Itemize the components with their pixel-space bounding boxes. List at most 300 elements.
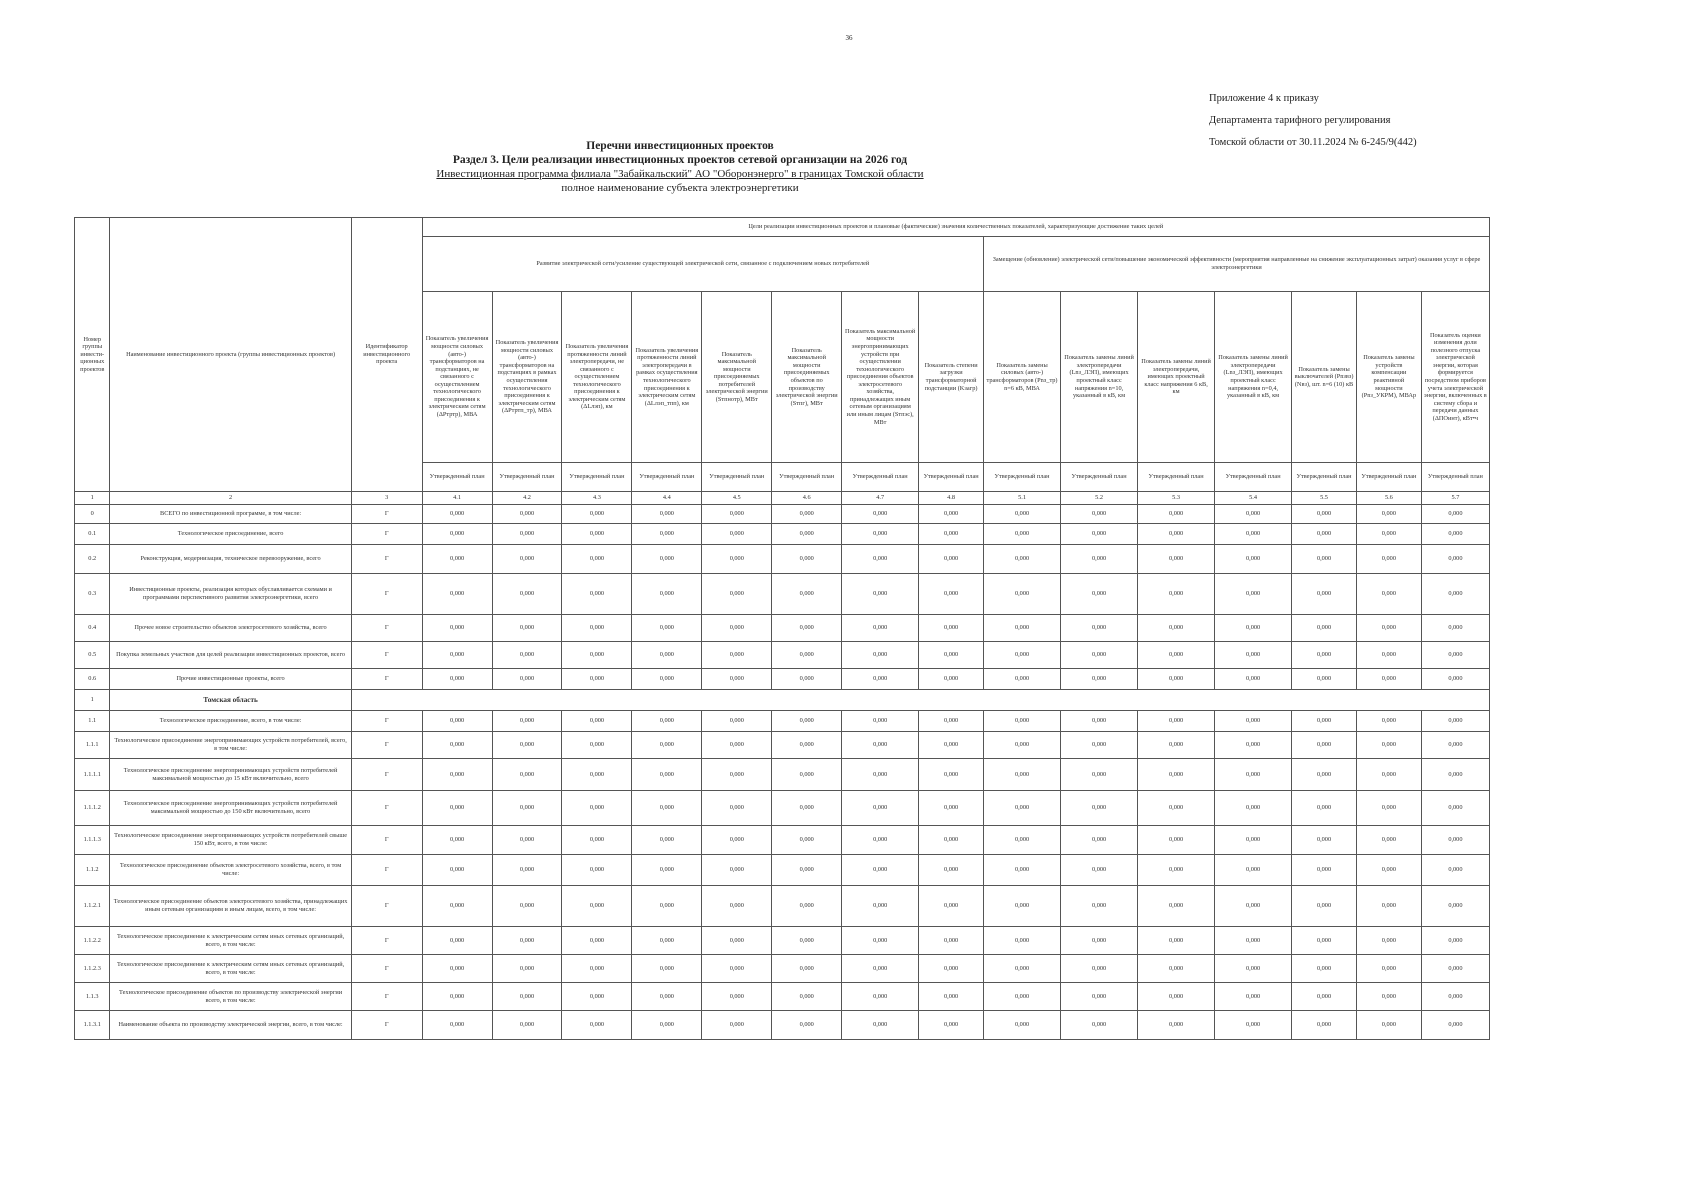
plan-label: Утвержденный план: [632, 463, 702, 492]
row-identifier: Г: [351, 955, 422, 983]
row-value: 0,000: [702, 791, 772, 826]
row-value: 0,000: [984, 927, 1061, 955]
row-name: Технологическое присоединение объектов электросетевого хозяйства, принадлежащих иным сетевым организациям и иным лицам, всего, в том числе:: [110, 886, 351, 927]
row-value: 0,000: [1421, 545, 1489, 574]
row-value: 0,000: [422, 791, 492, 826]
row-value: 0,000: [1292, 983, 1357, 1011]
row-value: 0,000: [772, 711, 842, 732]
column-header: Показатель замены силовых (авто-) трансформаторов (Pnз_тр) n=6 кВ, МВА: [984, 292, 1061, 463]
row-value: 0,000: [772, 732, 842, 759]
row-value: 0,000: [492, 711, 562, 732]
row-name: Технологическое присоединение к электрическим сетям иных сетевых организаций, всего, в том числе:: [110, 927, 351, 955]
row-value: 0,000: [919, 711, 984, 732]
row-value: 0,000: [772, 615, 842, 642]
row-value: 0,000: [702, 669, 772, 690]
row-value: 0,000: [984, 505, 1061, 524]
row-value: 0,000: [1061, 826, 1138, 855]
row-value: 0,000: [632, 983, 702, 1011]
row-value: 0,000: [632, 927, 702, 955]
column-header: Показатель замены выключателей (Pnзвз) (Nвз), шт. n=6 (10) кВ: [1292, 292, 1357, 463]
row-value: 0,000: [1292, 886, 1357, 927]
row-value: 0,000: [1215, 574, 1292, 615]
row-value: 0,000: [1061, 886, 1138, 927]
row-value: 0,000: [772, 955, 842, 983]
row-value: 0,000: [1138, 669, 1215, 690]
row-value: 0,000: [772, 1011, 842, 1040]
column-number: 4.3: [562, 492, 632, 505]
row-number: 1.1.1.2: [75, 791, 110, 826]
row-value: 0,000: [1138, 826, 1215, 855]
row-value: 0,000: [772, 983, 842, 1011]
row-value: 0,000: [562, 927, 632, 955]
row-value: 0,000: [1215, 955, 1292, 983]
row-value: 0,000: [702, 505, 772, 524]
row-value: 0,000: [1061, 505, 1138, 524]
row-value: 0,000: [422, 574, 492, 615]
row-value: 0,000: [1215, 927, 1292, 955]
row-number: 0: [75, 505, 110, 524]
row-value: 0,000: [1292, 574, 1357, 615]
row-value: 0,000: [702, 983, 772, 1011]
row-value: 0,000: [1061, 642, 1138, 669]
row-value: 0,000: [919, 826, 984, 855]
row-value: 0,000: [984, 955, 1061, 983]
row-identifier: Г: [351, 545, 422, 574]
row-name: Технологическое присоединение объектов по производству электрической энергии всего, в том числе:: [110, 983, 351, 1011]
row-value: 0,000: [422, 545, 492, 574]
row-value: 0,000: [1421, 791, 1489, 826]
column-number: 5.1: [984, 492, 1061, 505]
row-value: 0,000: [1061, 711, 1138, 732]
column-header: Показатель степени загрузки трансформаторной подстанции (Kзагр): [919, 292, 984, 463]
row-identifier: Г: [351, 927, 422, 955]
row-value: 0,000: [1138, 955, 1215, 983]
page-number: 36: [845, 34, 853, 42]
row-value: 0,000: [422, 732, 492, 759]
row-value: 0,000: [562, 574, 632, 615]
row-value: 0,000: [1292, 732, 1357, 759]
table-row: [75, 690, 1490, 711]
row-value: 0,000: [422, 524, 492, 545]
row-value: 0,000: [1421, 955, 1489, 983]
column-number: 4.8: [919, 492, 984, 505]
row-identifier: Г: [351, 983, 422, 1011]
plan-label: Утвержденный план: [1138, 463, 1215, 492]
row-value: 0,000: [1138, 855, 1215, 886]
column-number: 4.4: [632, 492, 702, 505]
column-numbers-row: [75, 492, 1490, 505]
row-value: 0,000: [1138, 759, 1215, 791]
row-value: 0,000: [1356, 574, 1421, 615]
column-header: Показатель увеличения мощности силовых (авто-) трансформаторов на подстанциях в рамках осуществления технологического присоединения к электрическим сетям (ΔPтртп_тр), МВА: [492, 292, 562, 463]
table-row: [75, 1011, 1490, 1040]
row-value: 0,000: [492, 791, 562, 826]
row-name: Технологическое присоединение, всего: [110, 524, 351, 545]
row-value: 0,000: [772, 927, 842, 955]
row-value: 0,000: [562, 759, 632, 791]
row-value: 0,000: [1421, 574, 1489, 615]
row-value: 0,000: [492, 732, 562, 759]
row-value: 0,000: [1356, 791, 1421, 826]
row-value: 0,000: [1292, 669, 1357, 690]
row-value: 0,000: [702, 886, 772, 927]
row-value: 0,000: [1138, 927, 1215, 955]
row-identifier: Г: [351, 524, 422, 545]
row-value: 0,000: [492, 669, 562, 690]
row-value: 0,000: [422, 642, 492, 669]
row-value: 0,000: [492, 524, 562, 545]
row-value: 0,000: [984, 983, 1061, 1011]
row-value: 0,000: [772, 545, 842, 574]
row-value: 0,000: [984, 642, 1061, 669]
column-number: 4.2: [492, 492, 562, 505]
row-number: 1.1.2.3: [75, 955, 110, 983]
row-value: 0,000: [1061, 855, 1138, 886]
row-value: 0,000: [562, 711, 632, 732]
row-value: 0,000: [702, 927, 772, 955]
row-name: Технологическое присоединение энергопринимающих устройств потребителей свыше 150 кВт, всего, в том числе:: [110, 826, 351, 855]
column-number: 4.5: [702, 492, 772, 505]
row-number: 1.1: [75, 711, 110, 732]
row-value: 0,000: [1061, 545, 1138, 574]
row-number: 1: [75, 690, 110, 711]
column-number: 4.6: [772, 492, 842, 505]
row-value: 0,000: [562, 615, 632, 642]
row-value: 0,000: [1215, 983, 1292, 1011]
plan-label: Утвержденный план: [984, 463, 1061, 492]
row-value: 0,000: [1421, 505, 1489, 524]
row-value: 0,000: [1292, 505, 1357, 524]
row-value: 0,000: [984, 791, 1061, 826]
row-value: 0,000: [422, 759, 492, 791]
row-value: 0,000: [1215, 759, 1292, 791]
row-value: 0,000: [842, 669, 919, 690]
row-value: 0,000: [702, 642, 772, 669]
row-number: 1.1.2: [75, 855, 110, 886]
row-value: 0,000: [919, 545, 984, 574]
row-value: 0,000: [422, 1011, 492, 1040]
table-row: [75, 791, 1490, 826]
row-value: 0,000: [702, 855, 772, 886]
row-number: 0.2: [75, 545, 110, 574]
row-value: 0,000: [632, 759, 702, 791]
row-value: 0,000: [842, 826, 919, 855]
row-value: 0,000: [1138, 732, 1215, 759]
row-value: 0,000: [492, 886, 562, 927]
row-value: 0,000: [1356, 642, 1421, 669]
row-value: 0,000: [422, 955, 492, 983]
row-value: 0,000: [1292, 1011, 1357, 1040]
row-value: 0,000: [919, 791, 984, 826]
row-value: 0,000: [632, 791, 702, 826]
row-value: 0,000: [702, 615, 772, 642]
row-value: 0,000: [1292, 927, 1357, 955]
row-value: 0,000: [1138, 642, 1215, 669]
row-identifier: Г: [351, 826, 422, 855]
row-value: 0,000: [919, 983, 984, 1011]
column-header: Показатель максимальной мощности присоединяемых объектов по производству электрической энергии (Sтпг), МВт: [772, 292, 842, 463]
program-name: Инвестиционная программа филиала "Забайкальский" АО "Оборонэнерго" в границах Томской области: [436, 168, 924, 180]
row-name: Покупка земельных участков для целей реализации инвестиционных проектов, всего: [110, 642, 351, 669]
row-value: 0,000: [1292, 791, 1357, 826]
row-value: 0,000: [702, 711, 772, 732]
row-value: 0,000: [1215, 545, 1292, 574]
column-header: Показатель замены линий электропередачи (Lnз_ЛЭП), имеющих проектный класс напряжения n=10, указанный в кВ, км: [1061, 292, 1138, 463]
row-value: 0,000: [632, 524, 702, 545]
row-value: 0,000: [1061, 574, 1138, 615]
table-row: [75, 574, 1490, 615]
plan-label: Утвержденный план: [772, 463, 842, 492]
row-value: 0,000: [984, 886, 1061, 927]
row-value: 0,000: [1421, 524, 1489, 545]
row-value: 0,000: [1356, 983, 1421, 1011]
row-value: 0,000: [1356, 524, 1421, 545]
table-row: [75, 642, 1490, 669]
row-value: 0,000: [1421, 826, 1489, 855]
row-value: 0,000: [842, 732, 919, 759]
row-value: 0,000: [984, 574, 1061, 615]
table-row: [75, 759, 1490, 791]
table-row: [75, 826, 1490, 855]
row-value: 0,000: [1292, 642, 1357, 669]
row-value: 0,000: [422, 886, 492, 927]
row-value: 0,000: [1421, 615, 1489, 642]
row-value: 0,000: [842, 955, 919, 983]
row-value: 0,000: [1061, 732, 1138, 759]
row-value: 0,000: [1061, 791, 1138, 826]
row-value: 0,000: [984, 524, 1061, 545]
row-identifier: Г: [351, 1011, 422, 1040]
row-value: 0,000: [1215, 732, 1292, 759]
row-value: 0,000: [632, 505, 702, 524]
row-value: 0,000: [842, 791, 919, 826]
row-number: 1.1.3: [75, 983, 110, 1011]
row-value: 0,000: [1421, 983, 1489, 1011]
row-value: 0,000: [562, 545, 632, 574]
row-value: 0,000: [1215, 524, 1292, 545]
row-value: 0,000: [632, 1011, 702, 1040]
row-value: 0,000: [492, 927, 562, 955]
row-value: 0,000: [1421, 732, 1489, 759]
row-value: 0,000: [1356, 927, 1421, 955]
column-number: 5.4: [1215, 492, 1292, 505]
plan-label: Утвержденный план: [562, 463, 632, 492]
row-value: 0,000: [1138, 524, 1215, 545]
row-value: 0,000: [1215, 855, 1292, 886]
row-name: Технологическое присоединение энергопринимающих устройств потребителей максимальной мощностью до 150 кВт включительно, всего: [110, 791, 351, 826]
row-value: 0,000: [422, 711, 492, 732]
row-identifier: Г: [351, 791, 422, 826]
row-number: 0.5: [75, 642, 110, 669]
row-value: 0,000: [1421, 669, 1489, 690]
plan-label: Утвержденный план: [842, 463, 919, 492]
row-value: 0,000: [919, 669, 984, 690]
row-value: 0,000: [842, 545, 919, 574]
row-value: 0,000: [562, 955, 632, 983]
row-value: 0,000: [842, 983, 919, 1011]
row-value: 0,000: [919, 574, 984, 615]
header-project-name: Наименование инвестиционного проекта (группы инвестиционных проектов): [110, 218, 351, 492]
row-value: 0,000: [1356, 759, 1421, 791]
program-name-caption: полное наименование субъекта электроэнергетики: [561, 182, 799, 194]
row-value: 0,000: [562, 505, 632, 524]
row-value: 0,000: [1138, 791, 1215, 826]
row-value: 0,000: [1356, 1011, 1421, 1040]
row-value: 0,000: [632, 732, 702, 759]
row-name: Наименование объекта по производству электрической энергии, всего, в том числе:: [110, 1011, 351, 1040]
table-row: [75, 669, 1490, 690]
row-value: 0,000: [702, 732, 772, 759]
row-value: 0,000: [1061, 524, 1138, 545]
row-identifier: Г: [351, 669, 422, 690]
row-value: 0,000: [1061, 615, 1138, 642]
row-value: 0,000: [1061, 759, 1138, 791]
column-number: 2: [110, 492, 351, 505]
row-value: 0,000: [562, 983, 632, 1011]
row-value: 0,000: [422, 983, 492, 1011]
table-row: [75, 615, 1490, 642]
row-identifier: Г: [351, 505, 422, 524]
row-value: 0,000: [422, 505, 492, 524]
column-number: 5.5: [1292, 492, 1357, 505]
row-identifier: Г: [351, 642, 422, 669]
row-name: Прочие инвестиционные проекты, всего: [110, 669, 351, 690]
table-row: [75, 732, 1490, 759]
row-value: 0,000: [1061, 669, 1138, 690]
row-value: 0,000: [772, 886, 842, 927]
column-number: 5.3: [1138, 492, 1215, 505]
row-value: 0,000: [919, 615, 984, 642]
row-value: 0,000: [702, 574, 772, 615]
row-value: 0,000: [492, 545, 562, 574]
row-value: 0,000: [1356, 886, 1421, 927]
row-value: 0,000: [562, 642, 632, 669]
row-value: 0,000: [1215, 1011, 1292, 1040]
row-value: 0,000: [919, 1011, 984, 1040]
row-value: 0,000: [1138, 545, 1215, 574]
document-titles: [380, 139, 980, 195]
row-value: 0,000: [1421, 927, 1489, 955]
row-value: 0,000: [632, 826, 702, 855]
row-value: 0,000: [562, 669, 632, 690]
row-value: 0,000: [984, 732, 1061, 759]
row-value: 0,000: [842, 927, 919, 955]
table-row: [75, 711, 1490, 732]
investment-goals-table: [74, 217, 1490, 1040]
row-value: 0,000: [1061, 983, 1138, 1011]
row-value: 0,000: [1138, 505, 1215, 524]
row-name: Реконструкция, модернизация, техническое перевооружение, всего: [110, 545, 351, 574]
row-value: 0,000: [919, 955, 984, 983]
row-value: 0,000: [492, 1011, 562, 1040]
row-name: Технологическое присоединение объектов электросетевого хозяйства, всего, в том числе:: [110, 855, 351, 886]
row-identifier: Г: [351, 574, 422, 615]
row-name: ВСЕГО по инвестиционной программе, в том числе:: [110, 505, 351, 524]
row-value: 0,000: [842, 1011, 919, 1040]
column-header: Показатель максимальной мощности энергопринимающих устройств при осуществлении технологического присоединения объектов электросетевого хозяйства, принадлежащих иным сетевым организациям или иным лицам (Sтпэс), МВт: [842, 292, 919, 463]
row-value: 0,000: [919, 759, 984, 791]
column-number: 5.6: [1356, 492, 1421, 505]
row-value: 0,000: [772, 574, 842, 615]
table-row: [75, 927, 1490, 955]
column-number: 5.2: [1061, 492, 1138, 505]
row-value: 0,000: [492, 983, 562, 1011]
plan-label: Утвержденный план: [1356, 463, 1421, 492]
row-value: 0,000: [772, 791, 842, 826]
column-number: 1: [75, 492, 110, 505]
plan-label: Утвержденный план: [919, 463, 984, 492]
row-value: 0,000: [1356, 711, 1421, 732]
row-value: 0,000: [562, 855, 632, 886]
row-name: Прочее новое строительство объектов электросетевого хозяйства, всего: [110, 615, 351, 642]
row-value: 0,000: [1356, 732, 1421, 759]
column-number: 5.7: [1421, 492, 1489, 505]
row-value: 0,000: [1356, 669, 1421, 690]
row-value: 0,000: [1421, 759, 1489, 791]
row-number: 0.6: [75, 669, 110, 690]
row-value: 0,000: [842, 886, 919, 927]
column-number: 3: [351, 492, 422, 505]
row-value: 0,000: [562, 1011, 632, 1040]
row-value: 0,000: [842, 759, 919, 791]
row-value: 0,000: [919, 505, 984, 524]
row-name: Технологическое присоединение к электрическим сетям иных сетевых организаций, всего, в том числе:: [110, 955, 351, 983]
row-value: 0,000: [1292, 524, 1357, 545]
row-value: 0,000: [632, 574, 702, 615]
row-value: 0,000: [422, 826, 492, 855]
row-value: 0,000: [919, 927, 984, 955]
plan-label: Утвержденный план: [422, 463, 492, 492]
row-value: 0,000: [772, 669, 842, 690]
row-value: 0,000: [772, 759, 842, 791]
column-number: 4.1: [422, 492, 492, 505]
row-number: 1.1.1: [75, 732, 110, 759]
row-number: 1.1.2.1: [75, 886, 110, 927]
table-row: [75, 886, 1490, 927]
row-value: 0,000: [919, 855, 984, 886]
row-number: 0.3: [75, 574, 110, 615]
row-value: 0,000: [984, 711, 1061, 732]
column-header: Показатель замены линий электропередачи (Lnз_ЛЭП), имеющих проектный класс напряжения n=0,4, указанный в кВ, км: [1215, 292, 1292, 463]
row-value: 0,000: [842, 711, 919, 732]
row-value: 0,000: [842, 524, 919, 545]
row-value: 0,000: [1215, 505, 1292, 524]
row-number: 1.1.2.2: [75, 927, 110, 955]
column-header: Показатель максимальной мощности присоединяемых потребителей электрической энергии (Sтпнотр), МВт: [702, 292, 772, 463]
row-value: 0,000: [984, 615, 1061, 642]
row-value: 0,000: [1356, 855, 1421, 886]
table-row: [75, 505, 1490, 524]
row-value: 0,000: [984, 855, 1061, 886]
row-value: 0,000: [1356, 545, 1421, 574]
row-number: 0.4: [75, 615, 110, 642]
row-value: 0,000: [842, 855, 919, 886]
row-value: 0,000: [492, 955, 562, 983]
table-row: [75, 545, 1490, 574]
row-value: 0,000: [1138, 983, 1215, 1011]
document-title: Перечни инвестиционных проектов: [586, 140, 774, 152]
row-name: Инвестиционные проекты, реализация которых обуславливается схемами и программами перспективного развития электроэнергетики, всего: [110, 574, 351, 615]
row-value: 0,000: [772, 855, 842, 886]
column-header: Показатель увеличения протяженности линий электропередачи, не связанного с осуществлением технологического присоединения к электрическим сетям (ΔLлэп), км: [562, 292, 632, 463]
header-group-development: Развитие электрической сети/усиление существующей электрической сети, связанное с подключением новых потребителей: [422, 237, 983, 292]
header-project-id: Идентификатор инвестиционного проекта: [351, 218, 422, 492]
row-value: 0,000: [919, 642, 984, 669]
header-group-replacement: Замещение (обновление) электрической сети/повышение экономической эффективности (мероприятия направленные на снижение эксплуатационных затрат) оказания услуг в сфере электроэнергетики: [984, 237, 1490, 292]
row-value: 0,000: [702, 545, 772, 574]
row-value: 0,000: [1292, 545, 1357, 574]
row-value: 0,000: [702, 759, 772, 791]
